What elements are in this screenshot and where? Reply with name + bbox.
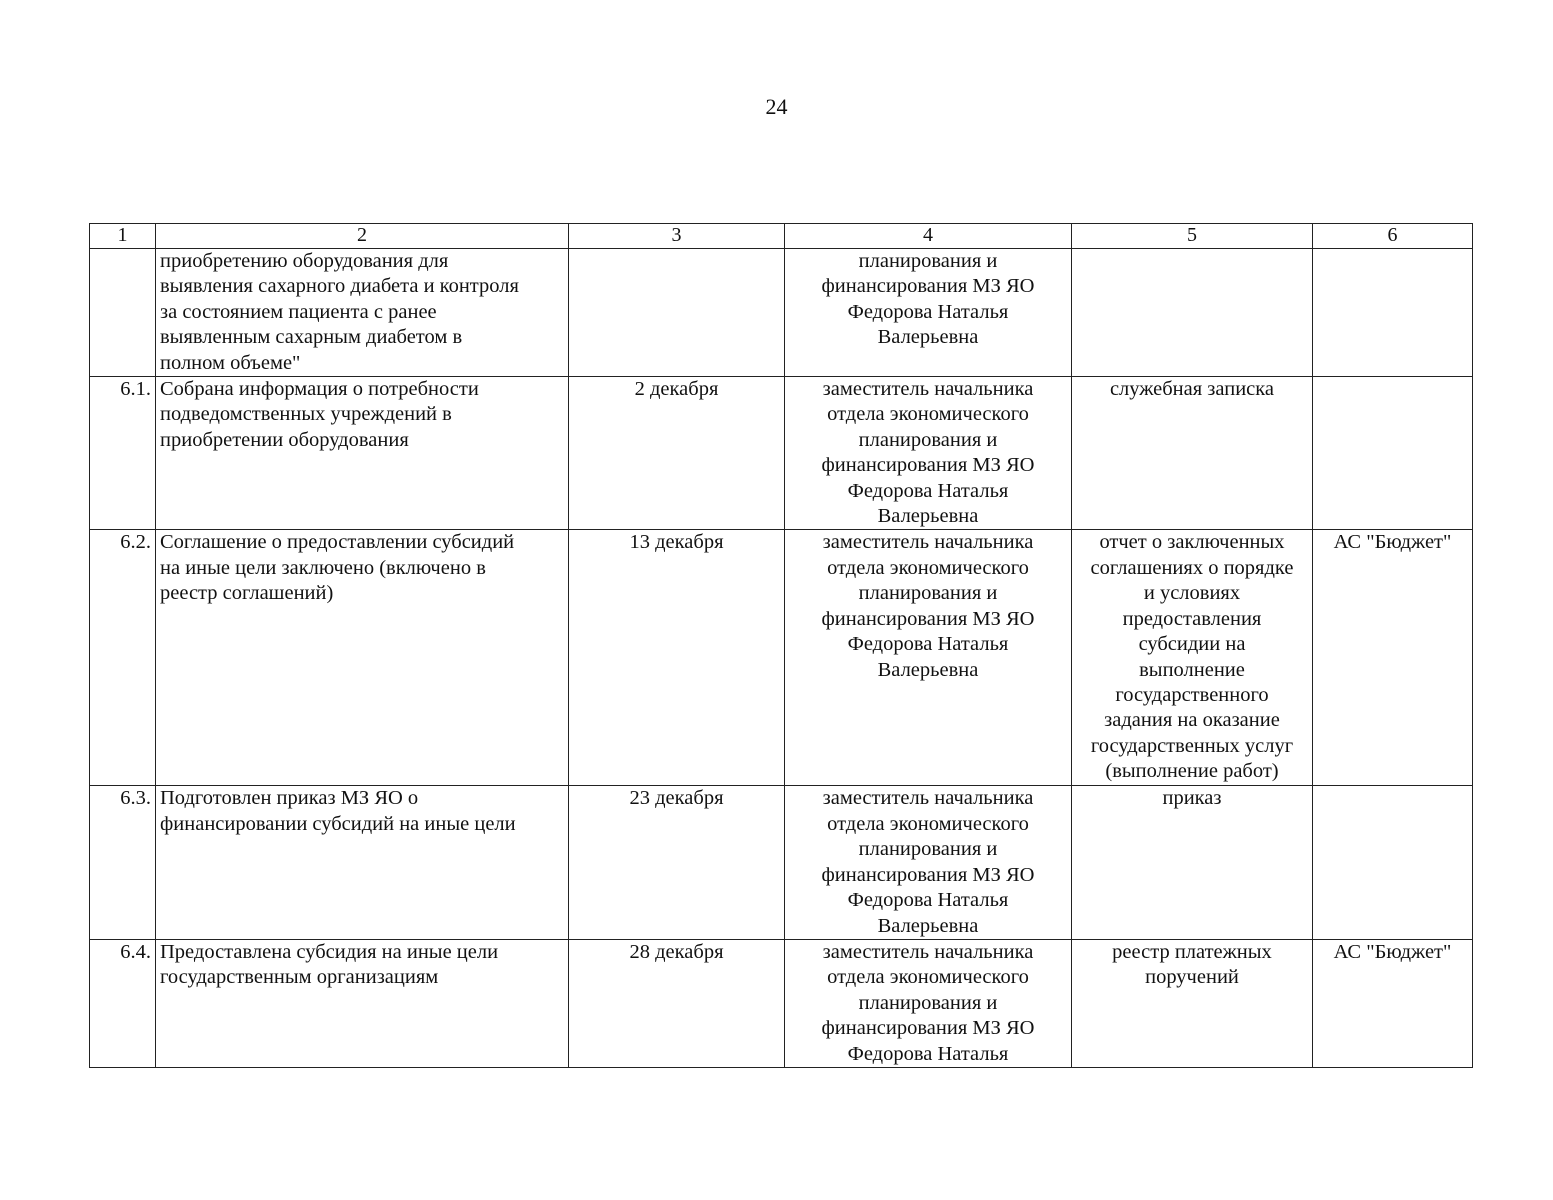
document-cell [1072, 786, 1313, 939]
table-header-row [90, 224, 1473, 249]
responsible-cell-line: планирования и [858, 838, 998, 861]
table-row [90, 377, 1473, 530]
responsible-cell-line: финансирования МЗ ЯО [821, 454, 1035, 477]
item-number-cell [90, 249, 156, 377]
item-number-cell: 6.1. [90, 377, 156, 530]
task-cell-line: полном объеме" [160, 351, 301, 374]
deadline-cell: 23 декабря [569, 786, 785, 939]
responsible-cell [785, 939, 1072, 1067]
responsible-cell-line: Валерьевна [877, 658, 979, 681]
deadline-cell: 28 декабря [569, 939, 785, 1067]
responsible-cell [785, 530, 1072, 786]
column-header: 6 [1313, 224, 1473, 249]
item-number-cell: 6.3. [90, 786, 156, 939]
table-row [90, 786, 1473, 939]
responsible-cell-line: Федорова Наталья [847, 889, 1009, 912]
table-row [90, 939, 1473, 1067]
system-cell: АС "Бюджет" [1313, 939, 1473, 1067]
responsible-cell-line: финансирования МЗ ЯО [821, 607, 1035, 630]
responsible-cell [785, 786, 1072, 939]
document-cell-line: отчет о заключенных [1099, 531, 1285, 554]
responsible-cell-line: Федорова Наталья [847, 1042, 1009, 1065]
responsible-cell-line: Валерьевна [877, 505, 979, 528]
column-header: 2 [156, 224, 569, 249]
task-cell-line: за состоянием пациента с ранее [160, 300, 437, 323]
responsible-cell-line: планирования и [858, 991, 998, 1014]
document-cell-line: выполнение [1139, 658, 1245, 681]
responsible-cell-line: отдела экономического [827, 966, 1029, 989]
document-cell-line: государственных услуг [1090, 734, 1294, 757]
responsible-cell-line: финансирования МЗ ЯО [821, 275, 1035, 298]
table-row [90, 249, 1473, 377]
item-number-cell: 6.2. [90, 530, 156, 786]
document-cell [1072, 249, 1313, 377]
responsible-cell [785, 249, 1072, 377]
system-cell [1313, 377, 1473, 530]
document-cell-line: субсидии на [1138, 633, 1246, 656]
task-cell [156, 530, 569, 786]
task-cell-line: подведомственных учреждений в [160, 403, 452, 426]
task-cell-line: Собрана информация о потребности [160, 378, 479, 401]
responsible-cell-line: Федорова Наталья [847, 300, 1009, 323]
responsible-cell-line: финансирования МЗ ЯО [821, 863, 1035, 886]
task-cell-line: государственным организациям [160, 966, 439, 989]
responsible-cell-line: финансирования МЗ ЯО [821, 1017, 1035, 1040]
document-cell-line: реестр платежных [1112, 940, 1272, 963]
plan-table [89, 223, 1473, 1068]
task-cell-line: приобретении оборудования [160, 428, 409, 451]
system-cell [1313, 249, 1473, 377]
responsible-cell-line: заместитель начальника [822, 378, 1034, 401]
document-cell [1072, 377, 1313, 530]
responsible-cell-line: Федорова Наталья [847, 633, 1009, 656]
document-cell-line: поручений [1145, 966, 1239, 989]
page-number: 24 [765, 94, 788, 119]
deadline-cell: 2 декабря [569, 377, 785, 530]
task-cell [156, 249, 569, 377]
responsible-cell-line: заместитель начальника [822, 531, 1034, 554]
column-header: 4 [785, 224, 1072, 249]
document-cell [1072, 530, 1313, 786]
document-cell-line: государственного [1115, 683, 1269, 706]
document-cell-line: предоставления [1122, 607, 1262, 630]
deadline-cell [569, 249, 785, 377]
task-cell-line: выявленным сахарным диабетом в [160, 326, 463, 349]
table-row [90, 530, 1473, 786]
column-header: 5 [1072, 224, 1313, 249]
responsible-cell-line: заместитель начальника [822, 940, 1034, 963]
document-cell-line: и условиях [1143, 582, 1241, 605]
responsible-cell-line: Валерьевна [877, 326, 979, 349]
task-cell-line: Подготовлен приказ МЗ ЯО о [160, 787, 419, 810]
system-cell: АС "Бюджет" [1313, 530, 1473, 786]
responsible-cell-line: планирования и [858, 582, 998, 605]
task-cell-line: приобретению оборудования для [160, 250, 449, 272]
item-number-cell: 6.4. [90, 939, 156, 1067]
system-cell [1313, 786, 1473, 939]
task-cell-line: Соглашение о предоставлении субсидий [160, 531, 515, 554]
document-cell-line: задания на оказание [1104, 709, 1280, 732]
task-cell [156, 377, 569, 530]
responsible-cell-line: Валерьевна [877, 914, 979, 937]
task-cell-line: Предоставлена субсидия на иные цели [160, 940, 499, 963]
responsible-cell-line: отдела экономического [827, 403, 1029, 426]
task-cell [156, 786, 569, 939]
task-cell [156, 939, 569, 1067]
responsible-cell-line: Федорова Наталья [847, 479, 1009, 502]
responsible-cell-line: планирования и [858, 428, 998, 451]
table-body [90, 249, 1473, 1068]
document-cell-line: (выполнение работ) [1105, 760, 1279, 783]
document-cell-line: приказ [1162, 787, 1222, 810]
column-header: 1 [90, 224, 156, 249]
responsible-cell-line: планирования и [858, 250, 998, 272]
responsible-cell-line: отдела экономического [827, 556, 1029, 579]
column-header: 3 [569, 224, 785, 249]
document-cell [1072, 939, 1313, 1067]
task-cell-line: выявления сахарного диабета и контроля [160, 275, 519, 298]
deadline-cell: 13 декабря [569, 530, 785, 786]
responsible-cell-line: отдела экономического [827, 812, 1029, 835]
responsible-cell [785, 377, 1072, 530]
document-cell-line: соглашениях о порядке [1090, 556, 1294, 579]
task-cell-line: реестр соглашений) [160, 582, 334, 605]
document-cell-line: служебная записка [1109, 378, 1275, 401]
task-cell-line: на иные цели заключено (включено в [160, 556, 486, 579]
task-cell-line: финансировании субсидий на иные цели [160, 812, 516, 835]
responsible-cell-line: заместитель начальника [822, 787, 1034, 810]
